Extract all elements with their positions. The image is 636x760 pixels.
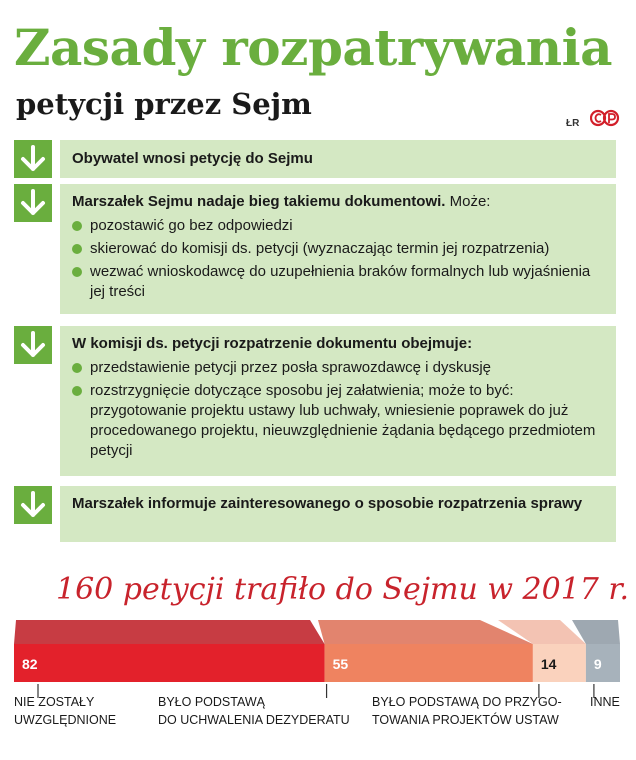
- step-2-heading-rest: Może:: [445, 193, 491, 210]
- category-label: BYŁO PODSTAWĄ DO PRZYGO-: [372, 695, 562, 709]
- step-3-list: [72, 358, 606, 461]
- bar-segment: [325, 644, 533, 682]
- category-label: UWZGLĘDNIONE: [14, 713, 117, 727]
- bar-segment: [586, 644, 620, 682]
- down-arrow-icon: [14, 486, 52, 524]
- step-3-box: [60, 326, 616, 476]
- data-label: 82: [22, 656, 38, 672]
- category-label: INNE: [590, 695, 620, 709]
- category-label: DO UCHWALENIA DEZYDERATU: [158, 713, 350, 727]
- bar-top-face: [14, 620, 325, 644]
- bullet-icon: [72, 267, 82, 277]
- step-1-text: Obywatel wnosi petycję do Sejmu: [72, 150, 313, 167]
- list-item: rozstrzygnięcie dotyczące sposobu jej załatwienia; może to być: przygotowanie projektu ustawy lub uchwały, wniesienie poprawek do już procedowanego projektu, nieuwzględnienie żądania będącego przedmiotem petycji: [72, 381, 606, 461]
- category-label: TOWANIA PROJEKTÓW USTAW: [372, 713, 559, 727]
- bar-top-face: [318, 620, 533, 644]
- list-item: skierować do komisji ds. petycji (wyznaczając termin jej rozpatrzenia): [72, 239, 606, 259]
- list-item: pozostawić go bez odpowiedzi: [72, 216, 606, 236]
- down-arrow-icon: [14, 184, 52, 222]
- bullet-icon: [72, 363, 82, 373]
- step-4-box: [60, 486, 616, 542]
- page-subtitle: petycji przez Sejm: [16, 87, 312, 121]
- bullet-icon: [72, 386, 82, 396]
- data-label: 14: [540, 656, 557, 672]
- step-3-heading: W komisji ds. petycji rozpatrzenie dokumentu obejmuje:: [72, 335, 473, 352]
- category-label: BYŁO PODSTAWĄ: [158, 695, 265, 709]
- page-title: Zasady rozpatrywania: [14, 18, 612, 77]
- data-label: 55: [332, 656, 349, 672]
- publisher-logo: [590, 109, 620, 127]
- down-arrow-icon: [14, 140, 52, 178]
- step-1-box: [60, 140, 616, 178]
- step-2-box: [60, 184, 616, 314]
- petitions-bar-chart: [0, 610, 636, 740]
- list-item: przedstawienie petycji przez posła sprawozdawcę i dyskusję: [72, 358, 606, 378]
- bullet-icon: [72, 244, 82, 254]
- bar-segment: [14, 644, 325, 682]
- category-label: NIE ZOSTAŁY: [14, 695, 95, 709]
- step-2-list: [72, 216, 606, 302]
- chart-title: 160 petycji trafiło do Sejmu w 2017 r.: [56, 572, 630, 607]
- step-2-heading: Marszałek Sejmu nadaje bieg takiemu dokumentowi.: [72, 193, 446, 210]
- down-arrow-icon: [14, 326, 52, 364]
- step-4-text: Marszałek informuje zainteresowanego o sposobie rozpatrzenia sprawy: [72, 495, 583, 512]
- data-label: 9: [593, 656, 602, 672]
- author-credit: ŁR: [566, 118, 580, 129]
- list-item: wezwać wnioskodawcę do uzupełnienia braków formalnych lub wyjaśnienia jej treści: [72, 262, 606, 302]
- bullet-icon: [72, 221, 82, 231]
